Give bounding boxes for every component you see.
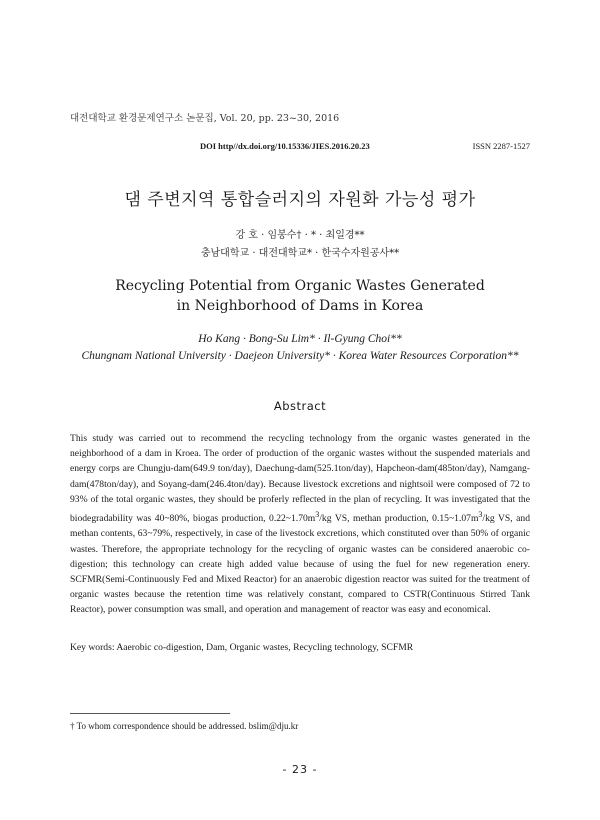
correspondence-footnote: † To whom correspondence should be addressed. bslim@dju.kr: [70, 721, 299, 731]
abstract-body: [70, 431, 530, 618]
page-number: - 23 -: [282, 763, 318, 776]
issn-number: ISSN 2287-1527: [472, 141, 530, 151]
abstract-paragraph: [70, 431, 530, 618]
english-authors: Ho Kang · Bong-Su Lim* · Il-Gyung Choi**: [198, 333, 402, 345]
superscript-3: 3: [478, 510, 483, 520]
abstract-text-3: /kg VS, and methan contents, 63~79%, respectively, in case of the livestock excretions, which constituted over than 50% of organic wastes. Therefore, the appropriate technology for the recycling of organic wastes can be considered anaerobic co-digestion; this technology can create high added value because of using the fuel for new regeneration enery. SCFMR(Semi-Continuously Fed and Mixed Reactor) for an anaerobic digestion reactor was suited for the treatment of organic wastes because the retention time was relatively constant, compared to CSTR(Continuous Stirred Tank Reactor), power consumption was small, and operation and management of reactor was easy and economical.: [70, 513, 530, 616]
korean-title: 댐 주변지역 통합슬러지의 자원화 가능성 평가: [124, 190, 476, 210]
abstract-text-1: This study was carried out to recommend the recycling technology from the organic wastes generated in the neighborhood of a dam in Kroea. The order of production of the organic wastes without the suspended materials and energy corps are Chungju-dam(649.9 ton/day), Daechung-dam(525.1ton/day), Hapcheon-dam(485ton/day), Namgang-dam(478ton/day), and Soyang-dam(246.4ton/day). Because livestock excretions and nightsoil were composed of 72 to 93% of the total organic wastes, they should be proferly reflected in the plan of recycling. It was investigated that the biodegradability was 40~80%, biogas production, 0.22~1.70m: [70, 433, 530, 525]
abstract-heading: Abstract: [273, 399, 327, 413]
superscript-3: 3: [315, 510, 320, 520]
journal-citation: 대전대학교 환경문제연구소 논문집, Vol. 20, pp. 23~30, 2016: [70, 113, 340, 124]
english-affiliations: Chungnam National University · Daejeon University* · Korea Water Resources Corporation**: [81, 350, 519, 362]
doi-link[interactable]: DOI http//dx.doi.org/10.15336/JIES.2016.20.23: [200, 141, 370, 151]
footnote-divider: [70, 713, 230, 714]
abstract-text-2: /kg VS, methan production, 0.15~1.07m: [319, 513, 479, 525]
keywords: Key words: Aaerobic co-digestion, Dam, Organic wastes, Recycling technology, SCFMR: [70, 642, 414, 653]
doi-issn-line: [200, 141, 530, 151]
english-title-line1: Recycling Potential from Organic Wastes Generated: [115, 278, 485, 294]
english-title-line2: in Neighborhood of Dams in Korea: [176, 298, 424, 314]
english-title: [0, 276, 600, 316]
korean-affiliations: 충남대학교 · 대전대학교* · 한국수자원공사**: [200, 248, 400, 259]
korean-authors: 강 호 · 임봉수† · * · 최일경**: [235, 230, 365, 241]
